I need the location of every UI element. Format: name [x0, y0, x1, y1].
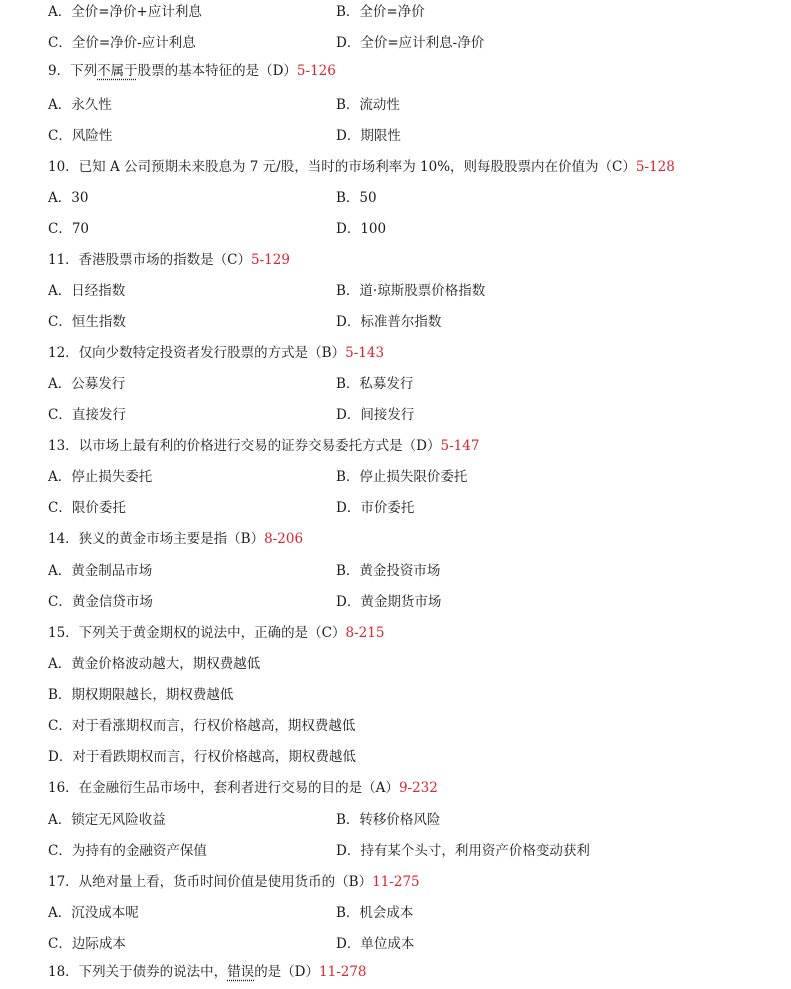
q8-option-b: B．全价=净价	[336, 4, 425, 20]
q14-options-row-1	[48, 560, 748, 582]
q16-question	[48, 777, 438, 799]
q18-text-post: 的是（D）	[254, 964, 320, 980]
q8-option-c: C．全价=净价-应计利息	[48, 35, 196, 51]
q8-options-row-2	[48, 32, 748, 54]
q17-page-ref: 11-275	[372, 874, 420, 890]
q13-page-ref: 5-147	[440, 438, 480, 454]
q10-question	[48, 156, 675, 178]
q15-option-a: A．黄金价格波动越大，期权费越低	[48, 656, 261, 672]
q9-options-row-1	[48, 94, 748, 116]
q9-text-post: 股票的基本特征的是（D）	[137, 63, 297, 79]
q11-option-a: A．日经指数	[48, 283, 126, 299]
q13-question	[48, 435, 479, 457]
q11-text: 11．香港股票市场的指数是（C）	[48, 252, 252, 268]
q11-option-b: B．道·琼斯股票价格指数	[336, 283, 486, 299]
q17-option-d: D．单位成本	[336, 936, 415, 952]
q16-option-b: B．转移价格风险	[336, 812, 441, 828]
q14-question	[48, 528, 303, 550]
q10-text: 10．已知 A 公司预期未来股息为 7 元/股，当时的市场利率为 10%，则每股股票内在价值为（C）	[48, 159, 636, 175]
q9-option-b: B．流动性	[336, 97, 400, 113]
q10-options-row-2	[48, 218, 748, 240]
q18-page-ref: 11-278	[319, 964, 367, 980]
q13-option-d: D．市价委托	[336, 500, 415, 516]
q12-page-ref: 5-143	[345, 345, 385, 361]
q14-page-ref: 8-206	[264, 531, 304, 547]
q14-option-d: D．黄金期货市场	[336, 594, 442, 610]
q12-option-c: C．直接发行	[48, 407, 126, 423]
q9-options-row-2	[48, 125, 748, 147]
q15-option-b: B．期权期限越长，期权费越低	[48, 687, 234, 703]
q12-options-row-2	[48, 404, 748, 426]
q8-option-d: D．全价=应计利息-净价	[336, 35, 485, 51]
q15-page-ref: 8-215	[345, 625, 385, 641]
q11-question	[48, 249, 290, 271]
q16-text: 16．在金融衍生品市场中，套利者进行交易的目的是（A）	[48, 780, 399, 796]
q16-option-d: D．持有某个头寸，利用资产价格变动获利	[336, 843, 590, 859]
q15-text: 15．下列关于黄金期权的说法中，正确的是（C）	[48, 625, 346, 641]
q12-option-b: B．私募发行	[336, 376, 414, 392]
q16-page-ref: 9-232	[398, 780, 438, 796]
q10-page-ref: 5-128	[635, 159, 675, 175]
q11-page-ref: 5-129	[251, 252, 290, 268]
q13-option-b: B．停止损失限价委托	[336, 469, 468, 485]
q13-options-row-2	[48, 497, 748, 519]
q12-text: 12．仅向少数特定投资者发行股票的方式是（B）	[48, 345, 346, 361]
q9-option-a: A．永久性	[48, 97, 112, 113]
q9-text-emphasis: 不属于	[97, 63, 138, 79]
q18-text-emphasis: 错误	[227, 964, 255, 980]
q12-question	[48, 342, 384, 364]
q15-option-d: D．对于看跌期权而言，行权价格越高，期权费越低	[48, 749, 356, 765]
q16-option-a: A．锁定无风险收益	[48, 812, 166, 828]
q10-option-a: A．30	[48, 190, 89, 206]
q12-option-a: A．公募发行	[48, 376, 126, 392]
q17-options-row-2	[48, 933, 748, 955]
q10-option-d: D．100	[336, 221, 387, 237]
q12-option-d: D．间接发行	[336, 407, 415, 423]
q11-option-c: C．恒生指数	[48, 314, 126, 330]
q9-option-c: C．风险性	[48, 128, 113, 144]
q15-option-c: C．对于看涨期权而言，行权价格越高，期权费越低	[48, 718, 356, 734]
q13-option-c: C．限价委托	[48, 500, 126, 516]
q8-options-row-1	[48, 1, 748, 23]
q14-option-b: B．黄金投资市场	[336, 563, 441, 579]
q9-text-pre: 9．下列	[48, 63, 98, 79]
q12-options-row-1	[48, 373, 748, 395]
q18-text-pre: 18．下列关于债券的说法中，	[48, 964, 228, 980]
q9-page-ref: 5-126	[296, 63, 336, 79]
q16-options-row-1	[48, 809, 748, 831]
q10-option-c: C．70	[48, 221, 90, 237]
q13-options-row-1	[48, 466, 748, 488]
q13-option-a: A．停止损失委托	[48, 469, 153, 485]
q17-options-row-1	[48, 902, 748, 924]
q18-question	[48, 961, 367, 983]
q14-options-row-2	[48, 591, 748, 613]
q8-option-a: A．全价=净价+应计利息	[48, 4, 202, 20]
q17-option-b: B．机会成本	[336, 905, 414, 921]
q10-options-row-1	[48, 187, 748, 209]
q17-question	[48, 871, 420, 893]
q13-text: 13．以市场上最有利的价格进行交易的证券交易委托方式是（D）	[48, 438, 441, 454]
q9-option-d: D．期限性	[336, 128, 401, 144]
q14-text: 14．狭义的黄金市场主要是指（B）	[48, 531, 265, 547]
q9-question	[48, 60, 336, 82]
q16-option-c: C．为持有的金融资产保值	[48, 843, 207, 859]
q16-options-row-2	[48, 840, 748, 862]
q11-option-d: D．标准普尔指数	[336, 314, 442, 330]
q17-option-a: A．沉没成本呢	[48, 905, 139, 921]
q15-question	[48, 622, 384, 644]
q11-options-row-2	[48, 311, 748, 333]
q10-option-b: B．50	[336, 190, 377, 206]
q14-option-a: A．黄金制品市场	[48, 563, 153, 579]
q14-option-c: C．黄金信贷市场	[48, 594, 153, 610]
q17-option-c: C．边际成本	[48, 936, 126, 952]
q11-options-row-1	[48, 280, 748, 302]
q17-text: 17．从绝对量上看，货币时间价值是使用货币的（B）	[48, 874, 373, 890]
